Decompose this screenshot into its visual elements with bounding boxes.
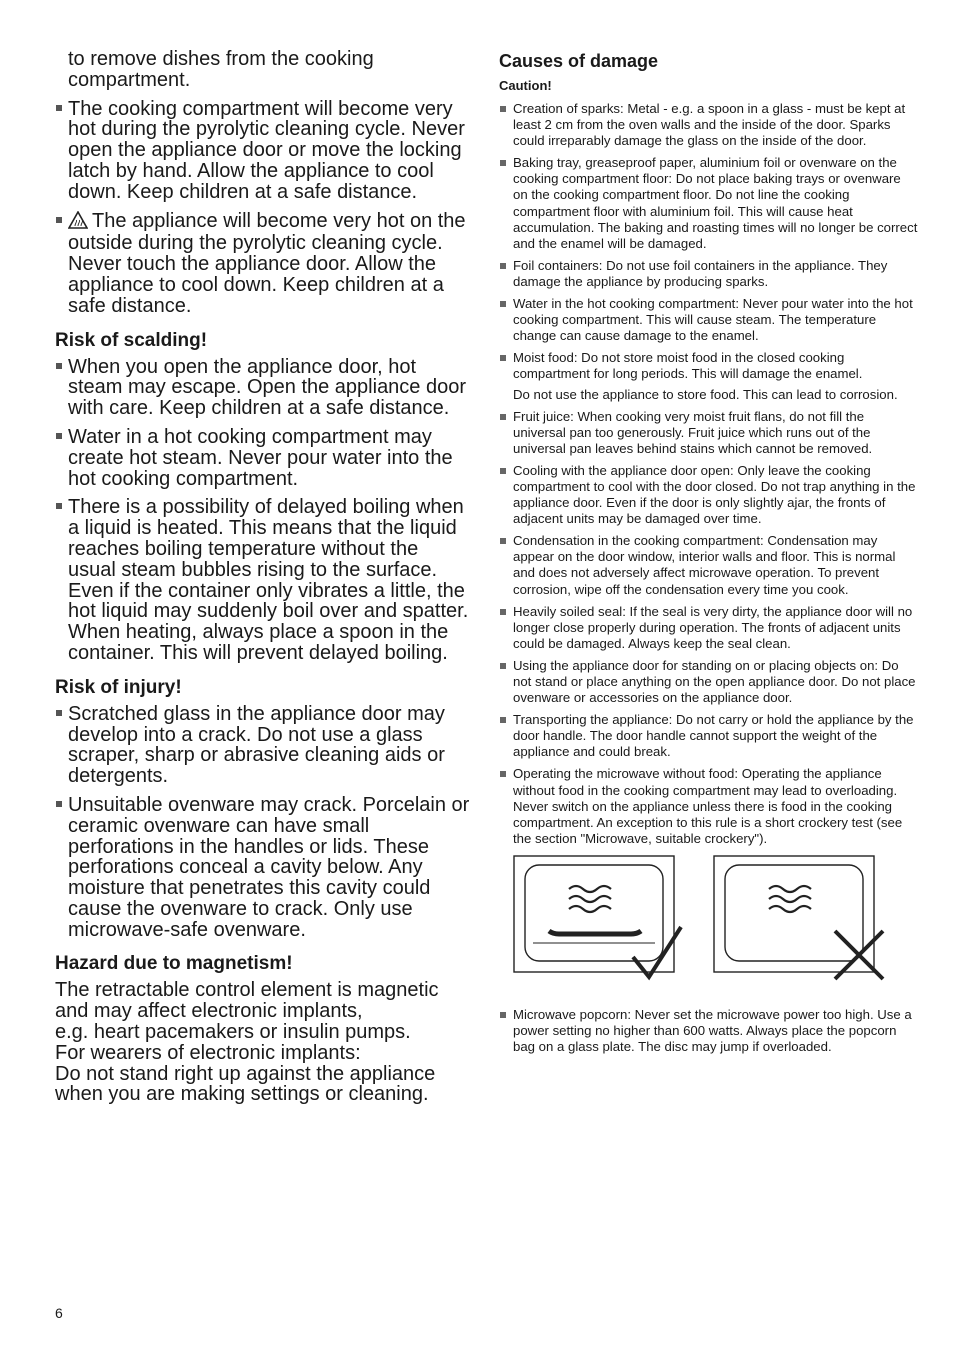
list-item: Moist food: Do not store moist food in the closed cooking compartment for long periods. This will damage the enamel. [499,350,919,382]
list-item: Fruit juice: When cooking very moist fruit flans, do not fill the universal pan too generously. Fruit juice which runs out of the universal pan leaves behind stains which cannot be removed. [499,409,919,457]
caution-label: Caution! [499,78,552,93]
popcorn-illustrations [499,855,919,995]
list-item: Water in a hot cooking compartment may create hot steam. Never pour water into the hot cooking compartment. [55,427,470,489]
magnetism-heading: Hazard due to magnetism! [55,953,293,975]
list-item: Scratched glass in the appliance door may develop into a crack. Do not use a glass scraper, sharp or abrasive cleaning aids or detergents. [55,704,470,787]
list-item: The appliance will become very hot on the outside during the pyrolytic cleaning cycle. Never touch the appliance door. Allow the appliance to cool down. Keep children at a safe distance. [55,211,470,317]
list-item: There is a possibility of delayed boiling when a liquid is heated. This means that the liquid reaches boiling temperature without the usual steam bubbles rising to the surface. Even if the container only vibrates a little, the hot liquid may suddenly boil over and spatter. When heating, always place a spoon in the container. This will prevent delayed boiling. [55,497,470,663]
microwave-with-plate-correct-icon [513,855,688,987]
moist-food-note: Do not use the appliance to store food. This can lead to corrosion. [513,386,898,402]
magnetism-text: The retractable control element is magnetic and may affect electronic implants, e.g. heart pacemakers or insulin pumps. For wearers of electronic implants: Do not stand right up against the appliance when you are making settings or cleaning. [55,979,439,1106]
intro-continuation: to remove dishes from the cooking compartment. [68,48,374,91]
right-column [499,50,919,1061]
list-item: Condensation in the cooking compartment: Condensation may appear on the door window, interior walls and floor. This is normal and does not adversely affect microwave operation. To prevent corrosion, wipe off the condensation every time you cook. [499,533,919,597]
list-item: Creation of sparks: Metal - e.g. a spoon in a glass - must be kept at least 2 cm from the oven walls and the inside of the door. Sparks could irreparably damage the glass on the inside of the door. [499,101,919,149]
list-item: Transporting the appliance: Do not carry or hold the appliance by the door handle. The door handle cannot support the weight of the appliance and could break. [499,712,919,760]
list-item: Cooling with the appliance door open: Only leave the cooking compartment to cool with the door closed. Do not trap anything in the appliance door. Even if the door is only slightly ajar, the fronts of adjacent units may be damaged over time. [499,463,919,527]
left-column [55,49,470,1105]
list-item: The cooking compartment will become very hot during the pyrolytic cleaning cycle. Never open the appliance door or move the locking latch by hand. Allow the appliance to cool down. Keep children at a safe distance. [55,99,470,203]
list-item: When you open the appliance door, hot steam may escape. Open the appliance door with care. Keep children at a safe distance. [55,357,470,419]
causes-heading: Causes of damage [499,51,659,71]
injury-heading: Risk of injury! [55,676,182,698]
page-number: 6 [55,1305,63,1321]
list-item: Using the appliance door for standing on or placing objects on: Do not stand or place anything on the open appliance door. Do not place ovenware or accessories on the appliance door. [499,658,919,706]
microwave-without-plate-incorrect-icon [713,855,888,987]
list-item: Foil containers: Do not use foil containers in the appliance. They damage the appliance by producing sparks. [499,258,919,290]
scalding-heading: Risk of scalding! [55,329,208,351]
list-item: Microwave popcorn: Never set the microwave power too high. Use a power setting no higher than 600 watts. Always place the popcorn bag on a glass plate. The disc may jump if overloaded. [499,1007,919,1055]
list-item: Water in the hot cooking compartment: Never pour water into the hot cooking compartment. This will cause steam. The temperature change can cause damage to the enamel. [499,296,919,344]
warning-triangle-icon [68,211,88,234]
list-item: Operating the microwave without food: Operating the appliance without food in the cooking compartment may lead to overloading. Never switch on the appliance unless there is food in the cooking compartment. An exception to this rule is a short crockery test (see the section "Microwave, suitable crockery"). [499,766,919,846]
list-item: Baking tray, greaseproof paper, aluminium foil or ovenware on the cooking compartment floor: Do not place baking trays or ovenware on the cooking compartment floor. Do not line the cooking compartment floor with aluminium foil. This will cause heat accumulation. The baking and roasting times will no longer be correct and the enamel will be damaged. [499,155,919,252]
list-item: Unsuitable ovenware may crack. Porcelain or ceramic ovenware can have small perforations in the handles or lids. These perforations conceal a cavity below. Any moisture that penetrates this cavity could cause the ovenware to crack. Only use microwave-safe ovenware. [55,795,470,941]
list-item: Heavily soiled seal: If the seal is very dirty, the appliance door will no longer close properly during operation. The fronts of adjacent units could be damaged. Always keep the seal clean. [499,604,919,652]
